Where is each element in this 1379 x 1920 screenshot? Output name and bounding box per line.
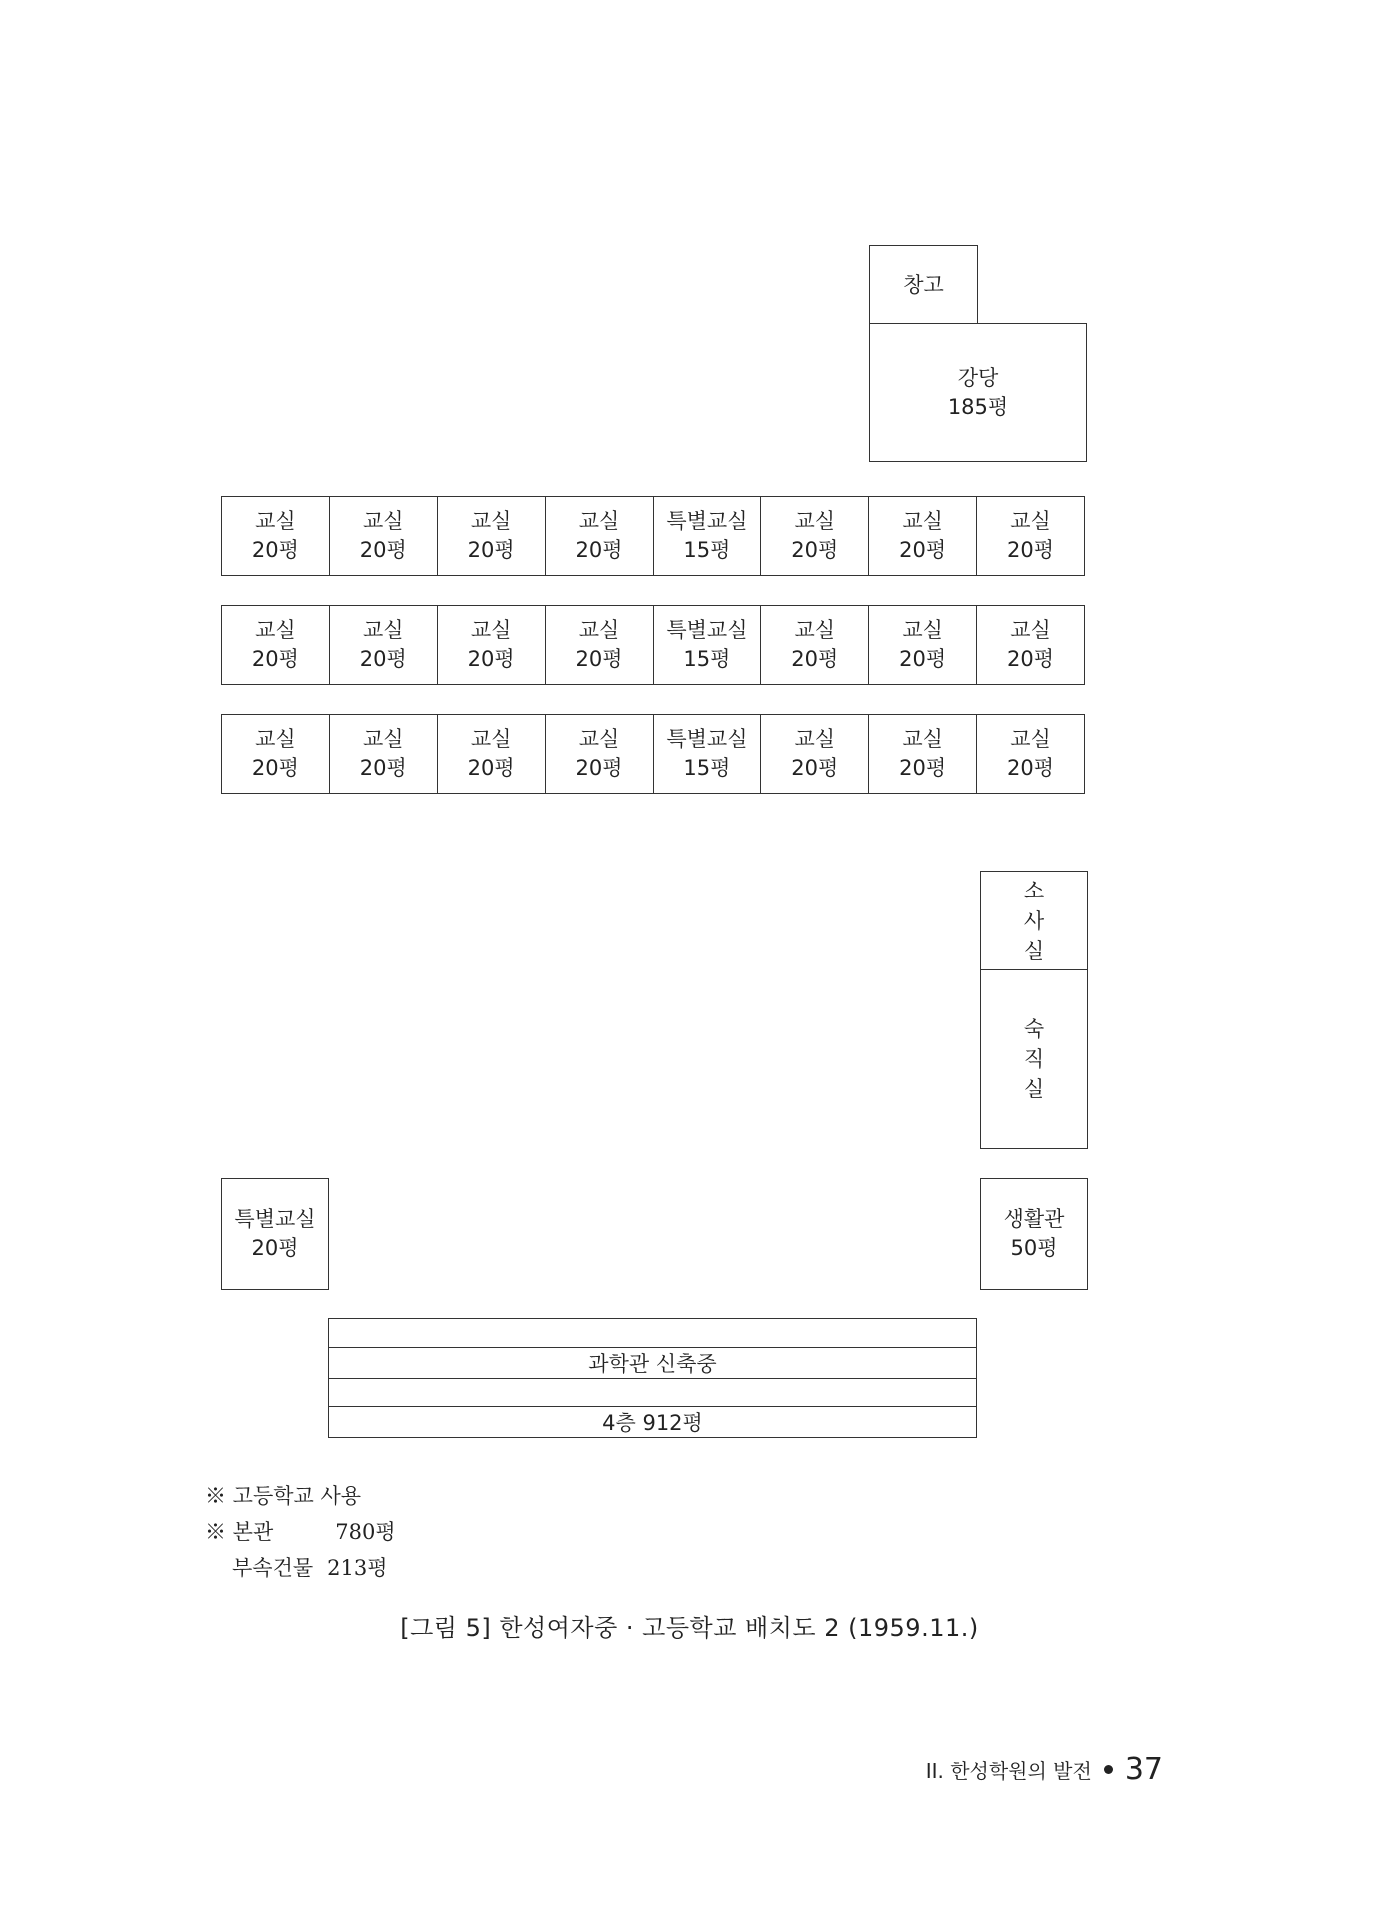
classroom-cell: 교실 20평 [869,497,977,575]
classroom-cell: 교실 20평 [869,715,977,793]
science-hall-label-strip [329,1348,976,1379]
janitor-room-char-2: 사 [1023,909,1045,933]
classroom-cell: 교실 20평 [1007,509,1055,562]
classroom-cell: 교실 20평 [546,497,654,575]
classroom-cell: 교실 20평 [869,606,977,684]
classroom-cell: 교실 20평 [546,606,654,684]
living-hall-label: 생활관 [1003,1207,1065,1231]
science-hall-strip [329,1319,976,1348]
classroom-row-2 [221,605,1085,685]
living-hall-area: 50평 [1010,1236,1058,1260]
storage-label: 창고 [903,272,944,297]
storage-building [869,245,978,325]
note-annex-label: 부속건물 [232,1556,314,1580]
special-classroom-cell: 특별교실 15평 [654,606,762,684]
janitor-room [980,871,1088,971]
note-line-3 [205,1550,396,1586]
note-main-building-label: ※ 본관 [205,1520,274,1544]
classroom-row-1 [221,496,1085,576]
janitor-room-char-3: 실 [1023,939,1045,963]
classroom-cell: 교실 20평 [330,606,438,684]
classroom-cell: 교실 20평 [330,497,438,575]
auditorium-building [869,323,1087,462]
page-number: 37 [1124,1752,1163,1787]
classroom-cell: 교실 20평 [761,715,869,793]
night-duty-room [980,969,1088,1149]
science-hall-area: 4층 912평 [602,1411,703,1435]
note-annex-value: 213평 [327,1556,388,1580]
science-hall-area-strip [329,1407,976,1437]
special-classroom-cell: 특별교실 15평 [654,497,762,575]
special-classroom-cell: 특별교실 15평 [654,715,762,793]
classroom-cell: 교실 20평 [438,715,546,793]
classroom-cell: 교실 20평 [761,606,869,684]
classroom-cell: 교실 20평 [330,715,438,793]
classroom-cell: 교실 20평 [438,497,546,575]
night-duty-room-char-3: 실 [1023,1077,1045,1101]
bullet-dot-icon [1104,1765,1113,1774]
classroom-cell: 교실 20평 [222,715,330,793]
classroom-cell: 교실 20평 [546,715,654,793]
note-line-2 [205,1514,396,1550]
classroom-cell: 교실 20평 [438,606,546,684]
notes-block [205,1478,396,1586]
auditorium-area: 185평 [947,394,1009,419]
auditorium-label: 강당 [957,365,999,390]
science-hall-label: 과학관 신축중 [588,1351,717,1376]
note-line-1: ※ 고등학교 사용 [205,1484,362,1508]
science-hall-strip [329,1379,976,1408]
special-classroom-building [221,1178,329,1290]
classroom-cell: 교실 20평 [1007,727,1055,780]
classroom-cell: 교실 20평 [1007,618,1055,671]
classroom-row-3 [221,714,1085,794]
classroom-cell: 교실 20평 [222,606,330,684]
special-classroom-label: 특별교실 [234,1207,316,1231]
special-classroom-area: 20평 [251,1236,299,1260]
page-footer [926,1752,1163,1787]
living-hall-building [980,1178,1088,1290]
chapter-title: II. 한성학원의 발전 [925,1759,1092,1783]
janitor-room-char-1: 소 [1023,879,1045,903]
night-duty-room-char-2: 직 [1023,1047,1045,1071]
science-hall-building [328,1318,977,1438]
figure-caption: [그림 5] 한성여자중 · 고등학교 배치도 2 (1959.11.) [400,1614,979,1642]
classroom-cell: 교실 20평 [222,497,330,575]
night-duty-room-char-1: 숙 [1023,1017,1045,1041]
note-main-building-value: 780평 [335,1520,396,1544]
classroom-cell: 교실 20평 [761,497,869,575]
